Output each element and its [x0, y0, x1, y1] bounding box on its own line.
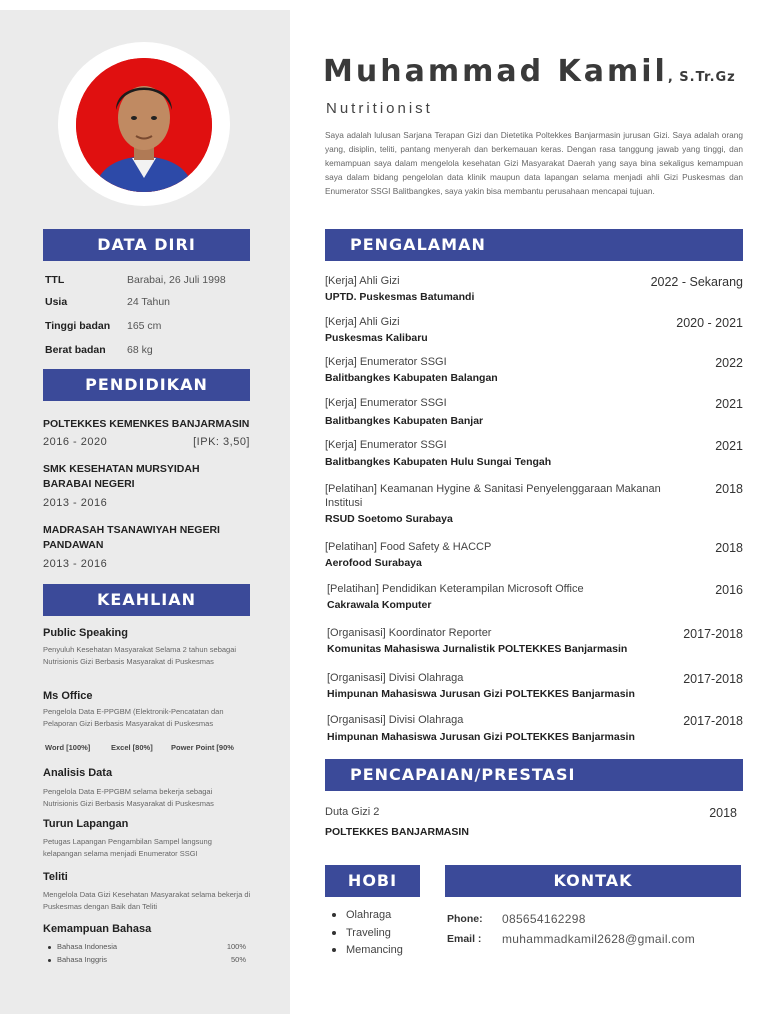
hobi-item-1	[332, 909, 391, 921]
exp-title-3: [Kerja] Enumerator SSGI	[325, 356, 447, 368]
bullet-icon	[332, 913, 336, 917]
edu-name-3: MADRASAH TSANAWIYAH NEGERI PANDAWAN	[43, 524, 220, 551]
exp-title-2: [Kerja] Ahli Gizi	[325, 316, 400, 328]
exp-title-8: [Pelatihan] Pendidikan Keterampilan Microsoft Office	[327, 583, 584, 595]
exp-org-11: Himpunan Mahasiswa Jurusan Gizi POLTEKKES Banjarmasin	[327, 731, 635, 743]
exp-year-8: 2016	[715, 583, 743, 597]
profile-role: Nutritionist	[326, 100, 433, 117]
berat-label: Berat badan	[45, 344, 106, 356]
hobi-item-2	[332, 927, 391, 939]
exp-year-9: 2017-2018	[683, 627, 743, 641]
hobi-text-3: Memancing	[346, 944, 403, 956]
prestasi-title: Duta Gizi 2	[325, 806, 380, 818]
exp-year-1: 2022 - Sekarang	[650, 275, 743, 289]
exp-title-11: [Organisasi] Divisi Olahraga	[327, 714, 464, 726]
exp-org-8: Cakrawala Komputer	[327, 599, 432, 611]
exp-year-6: 2018	[715, 482, 743, 496]
skill-title-5: Teliti	[43, 871, 68, 883]
exp-org-6: RSUD Soetomo Surabaya	[325, 513, 453, 525]
exp-title-7: [Pelatihan] Food Safety & HACCP	[325, 541, 492, 553]
skill-title-1: Public Speaking	[43, 627, 128, 639]
exp-year-7: 2018	[715, 541, 743, 555]
ttl-value: Barabai, 26 Juli 1998	[127, 274, 226, 286]
exp-org-2: Puskesmas Kalibaru	[325, 332, 428, 344]
degree-text: , S.Tr.Gz	[667, 70, 736, 85]
exp-title-9: [Organisasi] Koordinator Reporter	[327, 627, 492, 639]
usia-value: 24 Tahun	[127, 296, 171, 308]
edu-ipk-1: [IPK: 3,50]	[193, 436, 250, 448]
name-text: Muhammad Kamil	[323, 54, 668, 89]
bullet-icon	[48, 959, 51, 962]
pengalaman-heading: PENGALAMAN	[325, 229, 743, 261]
data-diri-heading: DATA DIRI	[43, 229, 250, 261]
profile-summary: Saya adalah lulusan Sarjana Terapan Gizi dan Dietetika Poltekkes Banjarmasin jurusan Gizi. Saya adalah orang yang, disiplin, teliti, pantang menyerah dan berkemauan keras. Dengan rasa tanggung jawab yang tinggi, dan kemampuan saya dalam mengelola kesehatan Gizi Masyarakat Daerah yang saya bina sekaligus kemampuan saya dalam bidang pengelolan data klinik maupun data lapangan selama menjadi ahli Gizi Puskesmas dan Enumerator SSGI Balitbangkes, saya yakin bisa membantu perusahaan mencapai tujuan.	[325, 130, 743, 196]
prestasi-heading: PENCAPAIAN/PRESTASI	[325, 759, 743, 791]
phone-value[interactable]: 085654162298	[502, 912, 586, 926]
bahasa-level-1: 100%	[226, 942, 246, 951]
hobi-item-3	[332, 944, 403, 956]
exp-org-5: Balitbangkes Kabupaten Hulu Sungai Tengah	[325, 456, 552, 468]
person-icon	[76, 58, 212, 192]
skill-desc-1: Penyuluh Kesehatan Masyarakat Selama 2 tahun sebagai Nutrisionis Gizi Berbasis Masyarakat di Puskesmas	[43, 645, 237, 666]
bahasa-item-1	[48, 942, 117, 951]
edu-name-1: POLTEKKES KEMENKES BANJARMASIN	[43, 418, 250, 430]
prestasi-org: POLTEKKES BANJARMASIN	[325, 826, 469, 838]
profile-name	[323, 54, 736, 89]
bahasa-name-2: Bahasa Inggris	[57, 955, 108, 964]
berat-value: 68 kg	[127, 344, 153, 356]
pendidikan-heading: PENDIDIKAN	[43, 369, 250, 401]
skill-desc-4: Petugas Lapangan Pengambilan Sampel langsung kelapangan selama menjadi Enumerator SSGI	[43, 837, 212, 858]
edu-name-2: SMK KESEHATAN MURSYIDAH BARABAI NEGERI	[43, 463, 200, 490]
hobi-text-1: Olahraga	[346, 909, 392, 921]
skill-title-3: Analisis Data	[43, 767, 113, 779]
bahasa-item-2	[48, 955, 107, 964]
bullet-icon	[332, 948, 336, 952]
exp-org-3: Balitbangkes Kabupaten Balangan	[325, 372, 498, 384]
skill-title-2: Ms Office	[43, 690, 93, 702]
exp-year-2: 2020 - 2021	[676, 316, 743, 330]
profile-photo	[76, 58, 212, 192]
exp-title-4: [Kerja] Enumerator SSGI	[325, 397, 447, 409]
exp-org-1: UPTD. Puskesmas Batumandi	[325, 291, 475, 303]
exp-title-6: [Pelatihan] Keamanan Hygine & Sanitasi Penyelenggaraan Makanan Institusi	[325, 483, 661, 509]
email-label: Email :	[447, 933, 482, 945]
exp-org-9: Komunitas Mahasiswa Jurnalistik POLTEKKES Banjarmasin	[327, 643, 628, 655]
exp-title-1: [Kerja] Ahli Gizi	[325, 275, 400, 287]
bahasa-level-2: 50%	[230, 955, 246, 964]
skill-desc-3: Pengelola Data E-PPGBM selama bekerja sebagai Nutrisionis Gizi Berbasis Masyarakat di Puskesmas	[43, 787, 214, 808]
kontak-heading: KONTAK	[445, 865, 741, 897]
exp-title-10: [Organisasi] Divisi Olahraga	[327, 672, 464, 684]
hobi-heading: HOBI	[325, 865, 420, 897]
hobi-text-2: Traveling	[346, 927, 391, 939]
prestasi-year: 2018	[709, 806, 737, 820]
edu-years-2: 2013 - 2016	[43, 497, 108, 509]
skill-desc-2: Pengelola Data E-PPGBM (Elektronik-Pencatatan dan Pelaporan Gizi Berbasis Masyarakat di Puskesmas	[43, 707, 224, 728]
ttl-label: TTL	[45, 274, 65, 286]
email-value[interactable]: muhammadkamil2628@gmail.com	[502, 932, 696, 946]
exp-year-10: 2017-2018	[683, 672, 743, 686]
exp-year-3: 2022	[715, 356, 743, 370]
phone-label: Phone:	[447, 913, 483, 925]
exp-year-5: 2021	[715, 439, 743, 453]
exp-org-10: Himpunan Mahasiswa Jurusan Gizi POLTEKKES Banjarmasin	[327, 688, 635, 700]
bahasa-title: Kemampuan Bahasa	[43, 923, 152, 935]
exp-title-5: [Kerja] Enumerator SSGI	[325, 439, 447, 451]
skill-tag-excel: Excel [80%]	[111, 743, 153, 752]
edu-years-3: 2013 - 2016	[43, 558, 108, 570]
usia-label: Usia	[45, 296, 68, 308]
exp-year-11: 2017-2018	[683, 714, 743, 728]
skill-tag-word: Word [100%]	[45, 743, 91, 752]
exp-year-4: 2021	[715, 397, 743, 411]
keahlian-heading: KEAHLIAN	[43, 584, 250, 616]
skill-desc-5: Mengelola Data Gizi Kesehatan Masyarakat selama bekerja di Puskesmas dengan Baik dan Teliti	[43, 890, 251, 911]
skill-tag-powerpoint: Power Point [90%	[171, 743, 234, 752]
tinggi-value: 165 cm	[127, 320, 162, 332]
bullet-icon	[332, 931, 336, 935]
tinggi-label: Tinggi badan	[45, 320, 111, 332]
exp-org-4: Balitbangkes Kabupaten Banjar	[325, 415, 484, 427]
exp-org-7: Aerofood Surabaya	[325, 557, 422, 569]
bahasa-name-1: Bahasa Indonesia	[57, 942, 118, 951]
bullet-icon	[48, 946, 51, 949]
skill-title-4: Turun Lapangan	[43, 818, 129, 830]
edu-years-1: 2016 - 2020	[43, 436, 108, 448]
